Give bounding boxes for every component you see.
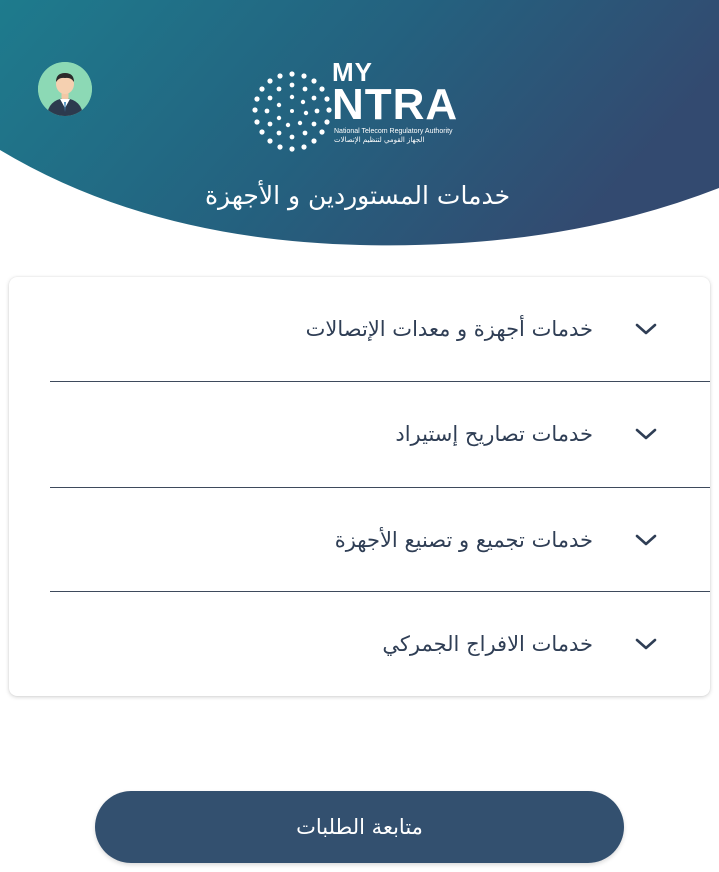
logo-ntra-text: NTRA bbox=[332, 80, 459, 129]
service-item-devices-equipment[interactable] bbox=[9, 277, 710, 381]
page-title bbox=[0, 176, 719, 216]
service-item-label: خدمات تصاريح إستيراد bbox=[395, 422, 593, 446]
profile-avatar[interactable] bbox=[38, 62, 92, 116]
ntra-logo bbox=[250, 58, 480, 158]
chevron-down-icon[interactable] bbox=[634, 532, 658, 548]
service-item-import-permits[interactable] bbox=[9, 382, 710, 486]
service-item-label: خدمات الافراج الجمركي bbox=[382, 632, 593, 656]
logo-english-line: National Telecom Regulatory Authority bbox=[334, 128, 453, 135]
chevron-down-icon[interactable] bbox=[634, 321, 658, 337]
chevron-down-icon[interactable] bbox=[634, 426, 658, 442]
user-avatar-icon bbox=[38, 62, 92, 116]
logo-dots-icon bbox=[250, 70, 334, 154]
service-item-assembly-manufacturing[interactable] bbox=[9, 488, 710, 592]
service-item-label: خدمات تجميع و تصنيع الأجهزة bbox=[334, 528, 593, 552]
logo-my-text: MY bbox=[332, 57, 373, 87]
services-card bbox=[9, 277, 710, 696]
chevron-down-icon[interactable] bbox=[634, 636, 658, 652]
track-requests-button[interactable]: متابعة الطلبات bbox=[95, 791, 624, 863]
logo-arabic-line: الجهاز القومي لتنظيم الإتصالات bbox=[334, 136, 425, 144]
page-title-text: خدمات المستوردين و الأجهزة bbox=[204, 181, 511, 210]
service-item-label: خدمات أجهزة و معدات الإتصالات bbox=[305, 317, 593, 341]
service-item-customs-release[interactable] bbox=[9, 592, 710, 696]
